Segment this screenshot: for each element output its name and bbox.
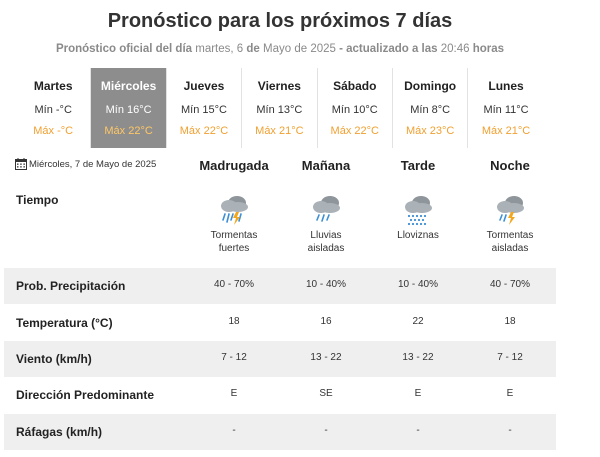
max-temp: Máx 21°C [481,125,531,137]
cell-value: 40 - 70% [489,279,531,290]
max-temp: Máx 21°C [255,125,304,137]
rain-showers-icon [308,193,344,227]
cell-value: 10 - 40% [305,279,347,290]
cell-value: - [416,425,420,436]
weather-noche [464,193,556,255]
cell-value: 13 - 22 [402,352,434,363]
cell-value: E [506,388,514,399]
max-temp: Máx 23°C [405,125,455,137]
period-manana: Mañana [301,158,351,173]
day-name: Sábado [333,79,377,93]
cell-value: 18 [228,316,240,327]
row-label: Viento (km/h) [16,352,92,366]
weather-desc: Tormentas aisladas [486,230,534,254]
min-temp: Mín 13°C [256,104,303,116]
row-label: Temperatura (°C) [16,316,113,330]
cell-value: 16 [320,316,332,327]
cell-value: 7 - 12 [221,352,247,363]
selected-date-text: Miércoles, 7 de Mayo de 2025 [29,158,157,170]
day-name: Martes [33,79,73,93]
weather-desc: Tormentas fuertes [210,230,258,254]
row-label: Prob. Precipitación [16,279,126,293]
cell-value: E [414,388,422,399]
day-tab-viernes[interactable] [242,68,317,148]
cell-value: 22 [412,316,424,327]
day-name: Jueves [183,79,225,93]
weather-madrugada [188,193,280,255]
day-name: Lunes [488,79,524,93]
page-title: Pronóstico para los próximos 7 días [107,10,453,32]
day-name: Domingo [404,79,457,93]
day-tab-martes[interactable] [16,68,91,148]
max-temp: Máx -°C [33,125,74,137]
period-noche: Noche [490,158,530,173]
min-temp: Mín 10°C [331,104,378,116]
cell-value: - [508,425,512,436]
day-tab-sabado[interactable] [318,68,393,148]
cell-value: 18 [504,316,516,327]
cell-value: E [230,388,238,399]
day-tab-jueves[interactable] [167,68,242,148]
cell-value: 10 - 40% [397,279,439,290]
max-temp: Máx 22°C [104,125,153,137]
forecast-subtitle: Pronóstico oficial del día martes, 6 de Mayo de 2025 - actualizado a las 20:46 horas [55,43,505,55]
weather-tarde [372,193,464,242]
cell-value: 40 - 70% [213,279,255,290]
row-direccion [4,377,556,413]
weather-desc: Lloviznas [397,230,439,241]
row-label: Ráfagas (km/h) [16,425,103,439]
day-tab-domingo[interactable] [393,68,468,148]
day-tab-lunes[interactable] [468,68,543,148]
period-madrugada: Madrugada [199,158,269,173]
min-temp: Mín 11°C [483,104,529,116]
cell-value: 7 - 12 [497,352,523,363]
drizzle-icon [400,193,436,227]
thunderstorm-isolated-icon [492,193,528,227]
weather-desc: Lluvias aisladas [307,230,345,254]
selected-date [15,158,156,170]
day-name: Miércoles [100,79,157,93]
cell-value: - [324,425,328,436]
min-temp: Mín 16°C [105,104,152,116]
row-temperatura [4,305,556,341]
min-temp: Mín 15°C [180,104,227,116]
calendar-icon [15,158,27,170]
weather-row-label: Tiempo [16,193,59,207]
row-viento [4,341,556,377]
day-tab-miercoles[interactable] [91,68,166,148]
cell-value: - [232,425,236,436]
period-tarde: Tarde [400,158,436,173]
day-tabs [16,68,544,148]
max-temp: Máx 22°C [330,125,379,137]
min-temp: Mín 8°C [410,104,451,116]
cell-value: 13 - 22 [310,352,342,363]
row-label: Dirección Predominante [16,388,155,402]
day-name: Viernes [257,79,301,93]
max-temp: Máx 22°C [179,125,229,137]
min-temp: Mín -°C [34,104,72,116]
row-prob-precipitacion [4,268,556,304]
thunderstorm-heavy-icon [216,193,252,227]
row-rafagas [4,414,556,450]
weather-manana [280,193,372,255]
cell-value: SE [319,388,333,399]
